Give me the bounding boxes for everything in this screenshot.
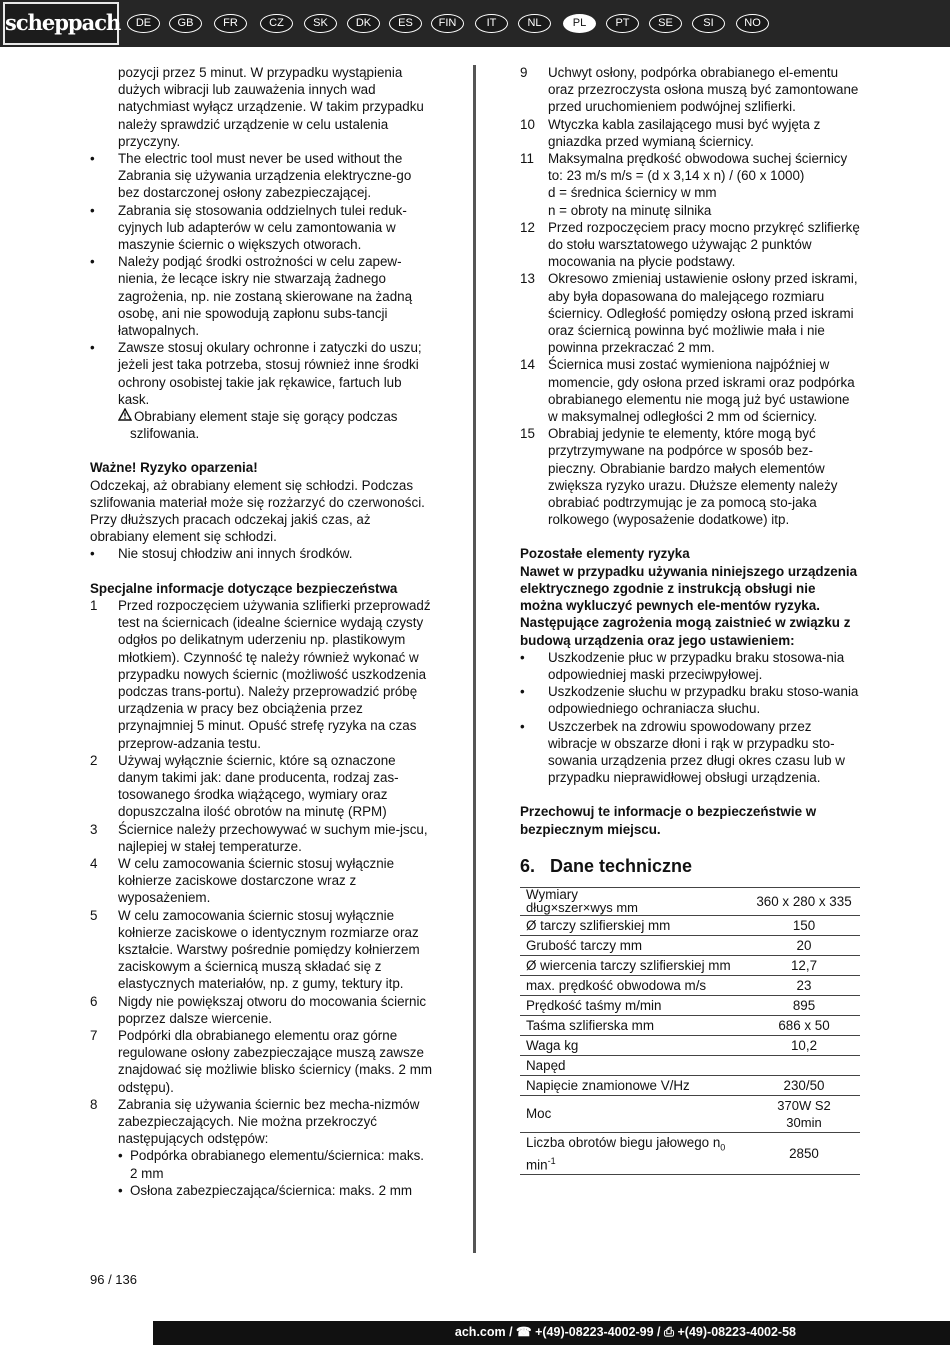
warning-triangle-icon xyxy=(118,408,134,425)
hot-warning xyxy=(90,408,433,442)
lang-pt[interactable]: PT xyxy=(606,14,639,33)
lang-gb[interactable]: GB xyxy=(169,14,202,33)
dim-label-2: dług×szer×wys mm xyxy=(526,899,638,915)
item-number: 10 xyxy=(520,116,535,132)
table-value: 360 x 280 x 335 xyxy=(748,887,860,915)
item-text: Podpórki dla obrabianego elementu oraz górne regulowane osłony zabezpieczające muszą zawsze znajdować się możliwie blisko ściernicy (maks. 2 mm odstępu). xyxy=(118,1027,433,1095)
table-label: Ø wiercenia tarczy szlifierskiej mm xyxy=(520,955,748,975)
item-text: Okresowo zmieniaj ustawienie osłony przed iskrami, aby była dopasowana do malejącego rozmiaru ściernicy. Odległość pomiędzy osłoną przed iskrami oraz ściernicą powinna być możliwie mała i nie powinna przekraczać 2 mm. xyxy=(548,271,858,356)
list-item: • Uszkodzenie słuchu w przypadku braku stoso-wania odpowiedniego ochraniacza słuchu. xyxy=(520,683,860,717)
lang-se[interactable]: SE xyxy=(649,14,682,33)
list-item xyxy=(90,821,433,855)
table-label: Waga kg xyxy=(520,1035,748,1055)
residual-intro: Nawet w przypadku używania niniejszego urządzenia elektrycznego zgodnie z instrukcją obsługi nie można wykluczyć pewnych ele-mentów ryzyka. Następujące zagrożenia mogą zaistnieć w związku z budową urządzenia oraz jego ustawieniem: xyxy=(520,563,858,648)
list-item xyxy=(90,993,433,1027)
item-number: 6 xyxy=(90,993,98,1009)
lang-de[interactable]: DE xyxy=(127,14,160,33)
table-label: Prędkość taśmy m/min xyxy=(520,995,748,1015)
intro-paragraph: pozycji przez 5 minut. W przypadku wystąpienia dużych wibracji lub zauważenia innych wad natychmiast wyłącz urządzenie. W takim przypadku należy sprawdzić urządzenie w celu ustalenia przyczyny. xyxy=(118,65,424,149)
lang-pl[interactable]: PL xyxy=(563,14,596,33)
list-item: • Uszczerbek na zdrowiu spowodowany przez wibracje w obszarze dłoni i rąk w przypadku sto-sowania urządzenia przez długi okres czasu lub w przypadku nieprawidłowej obsługi urządzenia. xyxy=(520,718,860,787)
table-label: Grubość tarczy mm xyxy=(520,935,748,955)
phone-icon: ☎ xyxy=(516,1325,532,1339)
list-item: • Należy podjąć środki ostrożności w celu zapew-nienia, że lecące iskry nie stwarzają żadnego zagrożenia, np. nie zostaną skierowane na żadną osobę, ani nie spowodują zapłonu subs-tancji łatwopalnych. xyxy=(90,253,433,339)
table-label: Napęd xyxy=(520,1055,748,1075)
table-label: Moc xyxy=(520,1095,748,1132)
footer-white-block xyxy=(0,1321,153,1345)
list-item xyxy=(90,597,433,752)
table-value: 2850 xyxy=(748,1132,860,1174)
footer-bar xyxy=(0,1321,950,1345)
lang-si[interactable]: SI xyxy=(692,14,725,33)
table-row xyxy=(520,915,860,935)
table-value: 10,2 xyxy=(748,1035,860,1055)
power-value-1: 370W S2 xyxy=(777,1097,831,1113)
residual-heading: Pozostałe elementy ryzyka xyxy=(520,546,690,562)
list-item xyxy=(90,1027,433,1096)
list-item: • Uszkodzenie płuc w przypadku braku stosowa-nia odpowiedniej maski przeciwpyłowej. xyxy=(520,649,860,683)
list-item xyxy=(520,116,860,150)
lang-sk[interactable]: SK xyxy=(304,14,337,33)
list-item: • Zawsze stosuj okulary ochronne i zatyczki do uszu; jeżeli jest taka potrzeba, stosuj również inne środki ochrony osobistej takie jak rękawice, fartuch lub kask. xyxy=(90,339,433,408)
gap-sub-list xyxy=(90,1147,433,1199)
table-row xyxy=(520,887,860,915)
lang-es[interactable]: ES xyxy=(389,14,422,33)
fax-icon: ⎙ xyxy=(664,1325,675,1339)
lang-cz[interactable]: CZ xyxy=(260,14,293,33)
burn-heading: Ważne! Ryzyko oparzenia! xyxy=(90,460,258,476)
table-label xyxy=(520,1132,748,1174)
list-item xyxy=(520,150,860,184)
item-text: Zabrania się używania ściernic bez mecha-nizmów zabezpieczających. Nie można przekroczyć następujących odstępów: xyxy=(118,1096,420,1147)
table-row xyxy=(520,1075,860,1095)
table-value: 686 x 50 xyxy=(748,1015,860,1035)
list-item xyxy=(90,1096,433,1148)
footer-web: ach.com / xyxy=(454,1325,517,1339)
lang-it[interactable]: IT xyxy=(475,14,508,33)
lang-fr[interactable]: FR xyxy=(214,14,247,33)
table-label xyxy=(520,887,748,915)
table-label: Napięcie znamionowe V/Hz xyxy=(520,1075,748,1095)
residual-risk-list xyxy=(520,649,860,787)
tech-data-table xyxy=(520,887,860,1175)
burn-text: Odczekaj, aż obrabiany element się schłodzi. Podczas szlifowania materiał może się rozżarzyć do czerwoności. Przy dłuższych pracach odczekaj jakiś czas, aż obrabiany element się schłodzi. xyxy=(90,477,425,545)
item-number: 4 xyxy=(90,855,98,871)
list-item xyxy=(520,64,860,116)
table-value: 20 xyxy=(748,935,860,955)
list-item: • The electric tool must never be used without the Zabrania się używania urządzenia elektryczne-go bez dostarczonej osłony zabezpieczającej. xyxy=(90,150,433,202)
lang-nl[interactable]: NL xyxy=(518,14,551,33)
warning-text-1: Obrabiany element staje się gorący podczas xyxy=(134,409,398,425)
header-bar xyxy=(0,0,950,47)
item-text: W celu zamocowania ściernic stosuj wyłącznie kołnierze zaciskowe o identycznym rozmiarze oraz kształcie. Warstwy pośrednie pomiędzy kołnierzem zaciskowym a ściernicą muszą składać się z elastycznych materiałów, np. z gumy, tektury itp. xyxy=(118,907,420,992)
list-item: • Osłona zabezpieczająca/ściernica: maks. 2 mm xyxy=(90,1182,433,1199)
table-row xyxy=(520,1055,860,1075)
table-row xyxy=(520,975,860,995)
table-value: 150 xyxy=(748,915,860,935)
item-number: 1 xyxy=(90,597,98,613)
warning-text-2: szlifowania. xyxy=(130,426,200,442)
section-number: 6. xyxy=(520,855,536,876)
item-text: W celu zamocowania ściernic stosuj wyłącznie kołnierze zaciskowe dostarczone wraz z wyposażeniem. xyxy=(118,855,395,906)
table-value: 230/50 xyxy=(748,1075,860,1095)
table-value xyxy=(748,1055,860,1075)
burn-bullet: • Nie stosuj chłodziw ani innych środków. xyxy=(90,545,433,562)
idle-label-sup: -1 xyxy=(547,1155,556,1166)
item-text: Maksymalna prędkość obwodowa suchej ściernicy to: 23 m/s m/s = (d x 3,14 x n) / (60 x 1000) xyxy=(548,151,848,184)
list-item xyxy=(520,270,860,356)
formula-line: n = obroty na minutę silnika xyxy=(548,202,712,218)
lang-no[interactable]: NO xyxy=(736,14,769,33)
table-row xyxy=(520,955,860,975)
item-number: 15 xyxy=(520,426,535,442)
item-number: 14 xyxy=(520,357,535,373)
left-column xyxy=(90,64,433,1199)
special-heading: Specjalne informacje dotyczące bezpieczeństwa xyxy=(90,580,398,596)
section-title: Dane techniczne xyxy=(550,855,693,876)
item-number: 8 xyxy=(90,1096,98,1112)
special-info-list-continued xyxy=(520,64,860,528)
footer-phone: +(49)-08223-4002-99 / xyxy=(531,1325,665,1339)
power-value-2: 30min xyxy=(786,1114,822,1130)
item-text: Używaj wyłącznie ściernic, które są oznaczone danym takimi jak: dane producenta, rodzaj zas-tosowanego środka wiążącego, wymiary oraz dopuszczalna ilość obrotów na minutę (RPM) xyxy=(118,752,399,820)
footer-contact xyxy=(455,1324,796,1340)
item-text: Nigdy nie powiększaj otworu do mocowania ściernic poprzez dalsze wiercenie. xyxy=(118,993,427,1026)
lang-fin[interactable]: FIN xyxy=(431,14,464,33)
list-item xyxy=(520,356,860,425)
item-number: 11 xyxy=(520,151,534,167)
item-number: 13 xyxy=(520,271,535,287)
table-row xyxy=(520,1035,860,1055)
table-row xyxy=(520,935,860,955)
table-label: Taśma szlifierska mm xyxy=(520,1015,748,1035)
column-divider xyxy=(473,65,476,1253)
dim-label-1: Wymiary xyxy=(526,886,578,902)
item-text: Ściernica musi zostać wymieniona najpóźniej w momencie, gdy osłona przed iskrami oraz podpórka obrabianego elementu nie mogą już być ustawione w maksymalnej odległości 2 mm od ściernicy. xyxy=(548,357,855,425)
table-row xyxy=(520,1095,860,1132)
section-heading xyxy=(520,855,860,876)
list-item: • Podpórka obrabianego elementu/ściernica: maks. 2 mm xyxy=(90,1147,433,1181)
item-number: 3 xyxy=(90,821,98,837)
item-text: Ściernice należy przechowywać w suchym mie-jscu, najlepiej w stałej temperaturze. xyxy=(118,821,428,854)
item-number: 2 xyxy=(90,752,98,768)
table-value: 895 xyxy=(748,995,860,1015)
safety-bullets xyxy=(90,150,433,408)
table-label: Ø tarczy szlifierskiej mm xyxy=(520,915,748,935)
idle-label-1: Liczba obrotów biegu jałowego n xyxy=(526,1134,721,1150)
table-value: 12,7 xyxy=(748,955,860,975)
list-item xyxy=(520,219,860,271)
list-item: • Zabrania się stosowania oddzielnych tulei reduk-cyjnych lub adapterów w celu zamontowania w maszynie ściernic o większych otworach. xyxy=(90,202,433,254)
special-info-list xyxy=(90,597,433,1148)
idle-label-2: min xyxy=(526,1157,548,1173)
item-text: Uchwyt osłony, podpórka obrabianego el-ementu oraz przezroczysta osłona muszą być zamontowane przed uruchomieniem podwójnej szlifierki. xyxy=(548,65,859,115)
item-text: Obrabiaj jedynie te elementy, które mogą być przytrzymywane na podpórce w sposób bez-pieczny. Obrabianie bardzo małych elementów zwiększa ryzyko urazu. Dłuższe elementy należy obrabiać podtrzymując je za pomocą sto-jaka rolkowego (wyposażenie dodatkowe) itp. xyxy=(548,426,838,528)
list-item xyxy=(520,425,860,528)
list-item xyxy=(90,855,433,907)
item-number: 12 xyxy=(520,219,535,235)
table-value: 23 xyxy=(748,975,860,995)
item-text: Przed rozpoczęciem używania szlifierki przeprowadź test na ściernicach (idealne ściernice wydają czysty odgłos po delikatnym uderzeniu np. plastikowym młotkiem). Czynność tę należy również wykonać w przypadku nowych ściernic (możliwość uszkodzenia podczas trans-portu). Należy przeprowadzić próbę urządzenia w pracy bez obciążenia przez przynajmniej 5 minut. Opuść strefę ryzyka na czas przeprow-adzania testu. xyxy=(118,597,431,751)
lang-dk[interactable]: DK xyxy=(347,14,380,33)
footer-fax: +(49)-08223-4002-58 xyxy=(674,1325,796,1339)
item-number: 7 xyxy=(90,1027,98,1043)
table-label: max. prędkość obwodowa m/s xyxy=(520,975,748,995)
formula-line: d = średnica ściernicy w mm xyxy=(548,185,717,201)
table-row xyxy=(520,1015,860,1035)
page-number: 96 / 136 xyxy=(90,1272,137,1287)
brand-logo: scheppach xyxy=(3,2,119,45)
table-row xyxy=(520,1132,860,1174)
table-value xyxy=(748,1095,860,1132)
item-number: 9 xyxy=(520,65,528,80)
list-item xyxy=(90,752,433,821)
item-text: Wtyczka kabla zasilającego musi być wyjęta z gniazdka przed wymianą ściernicy. xyxy=(548,116,821,149)
right-column xyxy=(520,64,860,1175)
idle-label-sub: 0 xyxy=(720,1142,726,1153)
keep-info-note: Przechowuj te informacje o bezpieczeństwie w bezpiecznym miejscu. xyxy=(520,804,817,837)
item-text: Przed rozpoczęciem pracy mocno przykręć szlifierkę do stołu warsztatowego używając 2 punktów mocowania na płycie podstawy. xyxy=(548,219,860,270)
item-number: 5 xyxy=(90,907,98,923)
table-row xyxy=(520,995,860,1015)
list-item xyxy=(90,907,433,993)
